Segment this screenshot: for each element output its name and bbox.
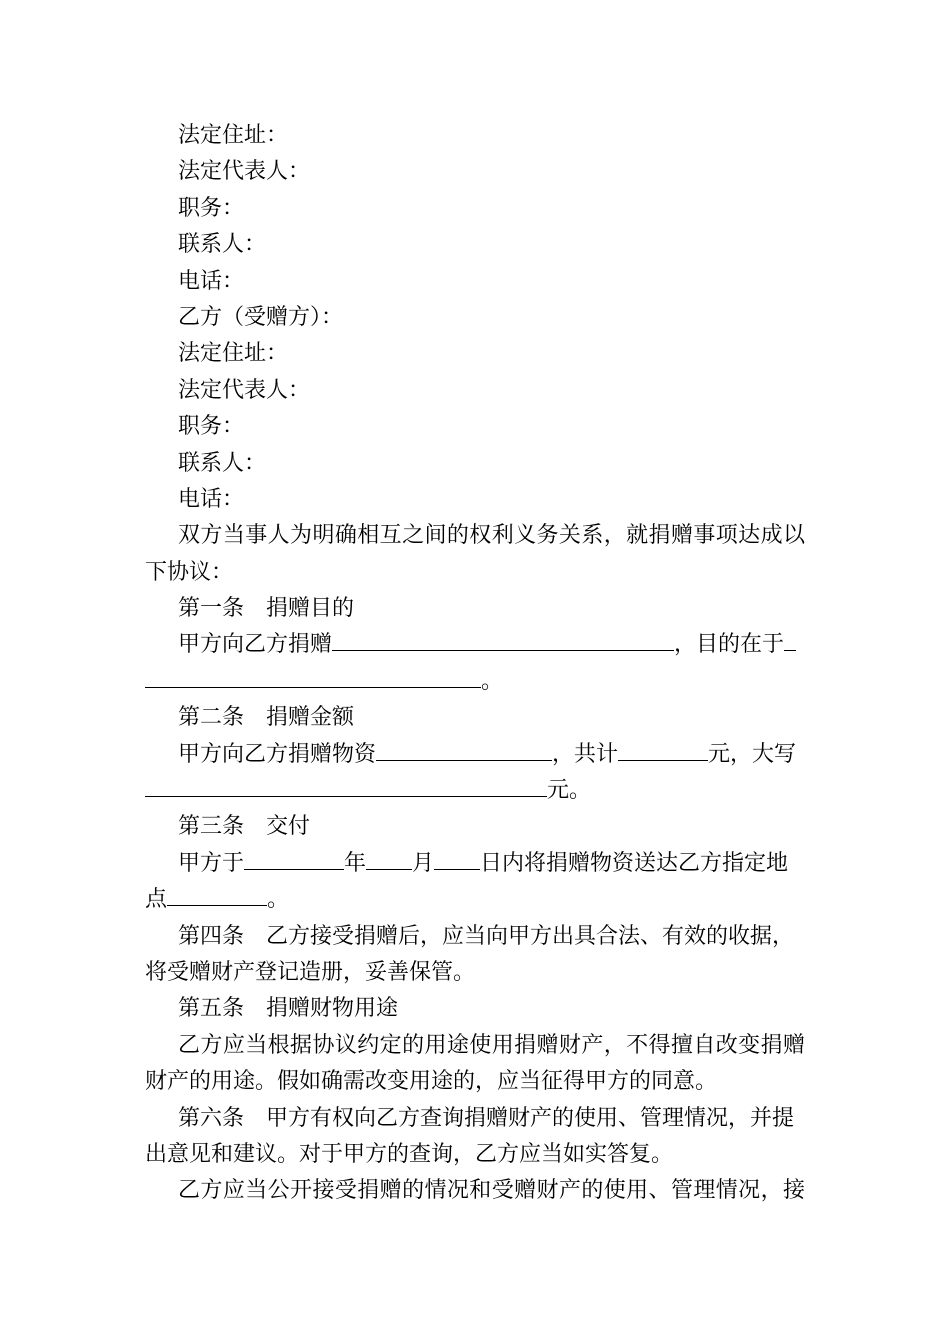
intro-line-2: 下协议： — [145, 559, 234, 585]
article-1-line-2: 。 — [145, 664, 805, 700]
article-2-title: 捐赠金额 — [266, 705, 355, 731]
party-a-phone: 电话： — [178, 268, 245, 294]
article-5-heading — [145, 991, 805, 1027]
party-b-heading: 乙方（受赠方）： — [178, 304, 344, 330]
party-b-representative: 法定代表人： — [178, 377, 311, 403]
month-blank — [366, 849, 412, 870]
location-blank — [167, 885, 267, 906]
article-6-line-1: 第六条 甲方有权向乙方查询捐赠财产的使用、管理情况，并提 — [178, 1105, 795, 1131]
article-6-line-3: 乙方应当公开接受捐赠的情况和受赠财产的使用、管理情况，接 — [178, 1178, 805, 1204]
intro-line-1: 双方当事人为明确相互之间的权利义务关系，就捐赠事项达成以 — [178, 523, 805, 549]
party-a-position: 职务： — [178, 195, 245, 221]
article-4-line-1: 第四条 乙方接受捐赠后，应当向甲方出具合法、有效的收据， — [178, 923, 795, 949]
party-a-address: 法定住址： — [178, 123, 289, 148]
purpose-blank — [145, 667, 481, 688]
article-1-heading — [145, 591, 805, 627]
article-6-line-2: 出意见和建议。对于甲方的查询，乙方应当如实答复。 — [145, 1141, 674, 1167]
donation-item-blank — [332, 630, 674, 651]
article-4-line-2: 将受赠财产登记造册，妥善保管。 — [145, 959, 476, 985]
party-b-position: 职务： — [178, 414, 245, 440]
amount-blank — [618, 740, 708, 761]
party-b-contact: 联系人： — [178, 450, 267, 476]
article-6-number: 第六条 — [178, 1105, 245, 1131]
article-1-line-1: 甲方向乙方捐赠 ，目的在于 — [145, 627, 805, 663]
purpose-blank-start — [784, 630, 796, 651]
article-3-line-1: 甲方于 年 月 日内将捐赠物资送达乙方指定地 — [178, 850, 789, 876]
goods-blank — [376, 740, 552, 761]
year-blank — [244, 849, 344, 870]
party-a-representative: 法定代表人： — [178, 159, 311, 185]
article-2-line-1: 甲方向乙方捐赠物资 ，共计 元，大写 — [178, 741, 797, 767]
party-b-address: 法定住址： — [178, 341, 289, 367]
article-4-number: 第四条 — [178, 923, 245, 949]
article-5-title: 捐赠财物用途 — [266, 996, 399, 1022]
article-5-line-2: 财产的用途。假如确需改变用途的，应当征得甲方的同意。 — [145, 1069, 718, 1095]
contract-body — [145, 118, 805, 1210]
day-blank — [434, 849, 480, 870]
amount-words-blank — [145, 776, 547, 797]
article-2-heading — [145, 700, 805, 736]
article-3-line-2: 点 。 — [145, 887, 290, 913]
article-2-number: 第二条 — [178, 705, 245, 731]
article-5-line-1: 乙方应当根据协议约定的用途使用捐赠财产，不得擅自改变捐赠 — [178, 1032, 805, 1058]
party-b-phone: 电话： — [178, 486, 245, 512]
party-a-contact: 联系人： — [178, 232, 267, 258]
article-1-title: 捐赠目的 — [266, 596, 355, 622]
article-3-heading — [145, 809, 805, 845]
article-3-number: 第三条 — [178, 814, 245, 840]
article-1-number: 第一条 — [178, 596, 245, 622]
article-2-line-2: 元。 — [145, 773, 805, 809]
article-5-number: 第五条 — [178, 996, 245, 1022]
article-3-title: 交付 — [266, 814, 311, 840]
